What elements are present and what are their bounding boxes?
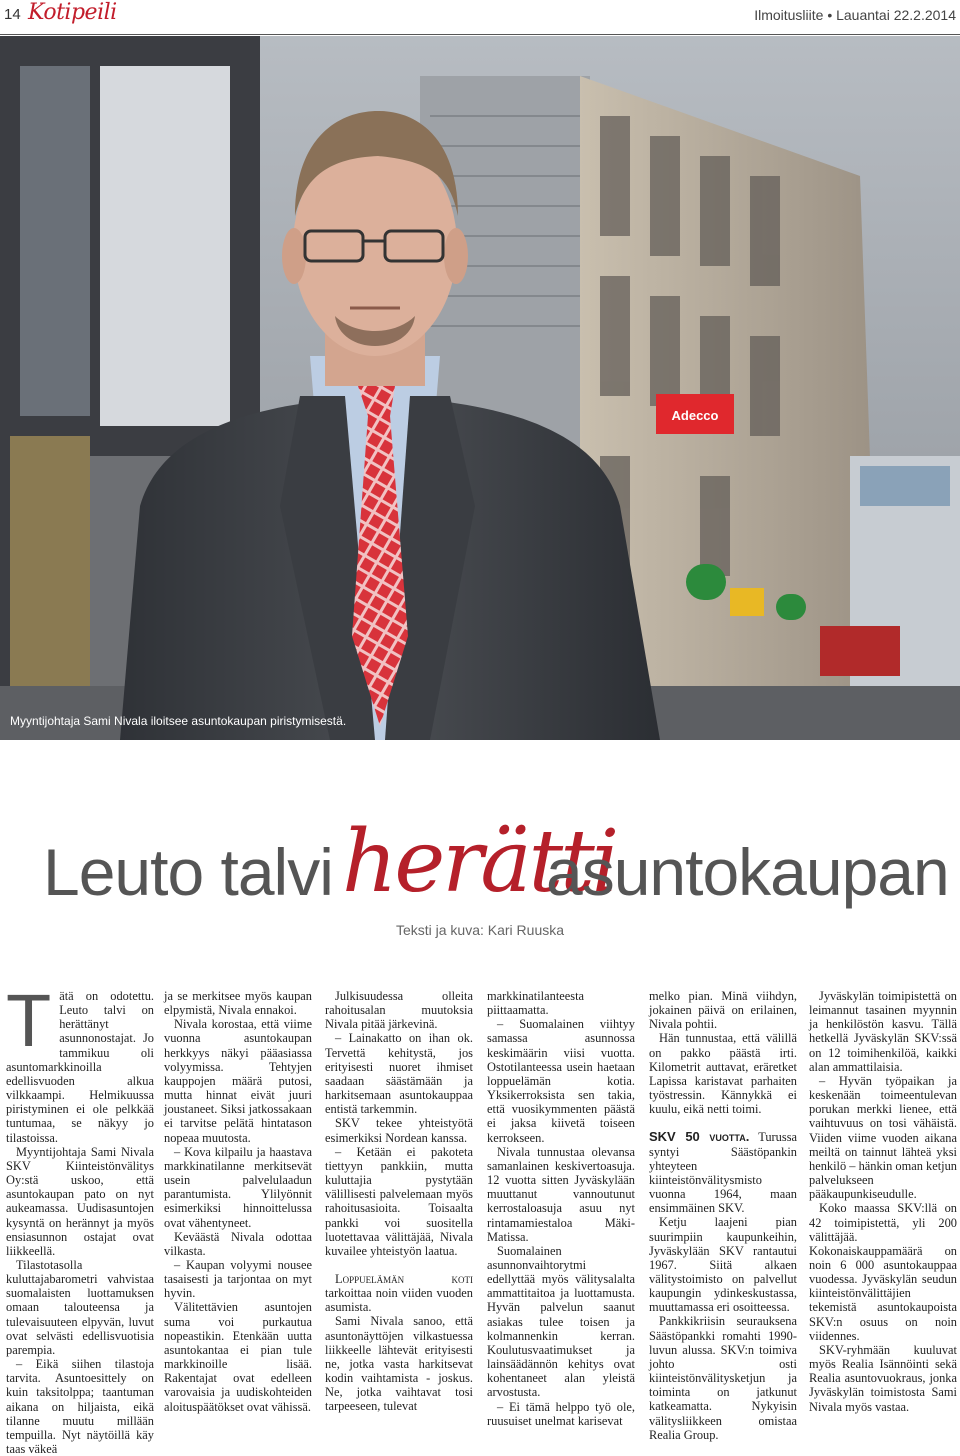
publication-logo: Kotipeili <box>28 0 117 25</box>
paragraph: – Kaupan volyymi nousee tasaisesti ja tarjontaa on myt hyvin. <box>164 1257 312 1301</box>
paragraph: Koko maassa SKV:llä on 42 toimipistettä, yli 200 välittäjää. Kokonaiskauppamäärä on noin 6 000 asuntokauppaa vuodessa. Jyväskylän seudun kiinteistönvälittäjien tekemistä asuntokaupoista SKV:n osuus on noin viidennes. <box>809 1201 957 1343</box>
paragraph: – Lainakatto on ihan ok. Tervettä kehitystä, jos erityisesti nuoret ihmiset saadaan säästämään ja harkitsemaan asuntokauppaa entistä tarkemmin. <box>325 1031 473 1117</box>
paragraph: – Suomalainen viihtyy samassa asunnossa keskimäärin viisi vuotta. Ostotilanteessa usein haetaan loppuelämän kotia. Yksikerroksista sen takia, että vuosikymmenten päästä ei jaksa kiivetä toiseen kerrokseen. <box>487 1017 635 1145</box>
headline-part-2: herätti <box>342 812 617 912</box>
paragraph: Nivala korostaa, että viime vuonna asuntokaupan herkkyys näkyi pääasiassa volyymissa. Tehtyjen kauppojen määrä putosi, mutta hinnat eivät juuri joustaneet. Siksi jatkossakaan ei tarvitse pelätä hintatason nopeaa muutosta. <box>164 1017 312 1145</box>
article-column-2 <box>164 989 312 1414</box>
paragraph: ja se merkitsee myös kaupan elpymistä, Nivala ennakoi. <box>164 989 312 1018</box>
headline <box>0 800 960 910</box>
page-number: 14 <box>4 6 21 23</box>
paragraph: – Eikä siihen tilastoja tarvita. Asuntoesittely on kuin taksitolppa; taantuman aikana on hiljaista, eikä tilanne muutu millään tempuilla. Nyt näytöillä käy taas väkeä <box>6 1357 154 1456</box>
article-column-3 <box>325 989 473 1414</box>
paragraph: – Ei tämä helppo työ ole, ruusuiset unelmat karisevat <box>487 1399 635 1428</box>
paragraph: Ketju laajeni pian suurimpiin kaupunkeihin, Jyväskylään SKV rantautui 1967. Siitä alkaen välitystoimisto on palvellut kaupungin ydinkeskustassa, muuttamassa eri osoitteessa. <box>649 1215 797 1315</box>
paragraph: Sami Nivala sanoo, että asuntonäyttöjen vilkastuessa liikkeelle lähtevät erityisesti ne, jotka vasta harkitsevat kodin vaihtamista - joskus. Ne, jotka vaihtavat tosi tarpeeseen, tulevat <box>325 1314 473 1414</box>
subhead-koti: Loppuelämän koti <box>335 1271 473 1286</box>
paragraph: SKV-ryhmään kuuluvat myös Realia Isännöinti sekä Realia asuntovuokraus, jonka Jyväskylän toimistosta Sami Nivala myös vastaa. <box>809 1342 957 1414</box>
paragraph-text: Turussa syntyi Säästöpankin yhteyteen kiinteistönvälitysmisto vuonna 1964, maan ensimmäinen SKV. <box>649 1130 798 1216</box>
paragraph: – Hyvän työpaikan ja keskenään toimeentulevan porukan merkki lienee, että vaihtuvuus on tosi vähäistä. Viiden viime vuoden aikana meiltä on tainnut lähteä yksi henkilö – hänkin oman ketjun palvelukseen pääkaupunkiseudulle. <box>809 1073 957 1202</box>
paragraph: Välitettävien asuntojen suma voi purkautua nopeastikin. Etenkään uutta asuntokantaa ei pian tule markkinoille lisää. Rakentajat ovat edelleen varovaisia ja uudiskohteiden aloituspäätökset ovat vähissä. <box>164 1300 312 1414</box>
paragraph: SKV tekee yhteistyötä esimerkiksi Nordean kanssa. <box>325 1116 473 1145</box>
subhead-skv: SKV 50 vuotta. <box>649 1129 750 1145</box>
paragraph: Tilastotasolla kuluttajabarometri vahvistaa suomalaisten luottamuksen omaan talouteensa ja tulevaisuuteen elpyvän, luvut ovat selvästi edellisvuotisia parempia. <box>6 1257 154 1357</box>
paragraph-text: tarkoittaa noin viiden vuoden asumista. <box>325 1286 473 1315</box>
header-rule <box>0 34 960 35</box>
byline: Teksti ja kuva: Kari Ruuska <box>395 922 565 938</box>
article-column-5 <box>649 989 797 1442</box>
paragraph: Nivala tunnustaa olevansa samanlainen keskivertoasuja. 12 vuotta sitten Jyväskylään muuttanut vannoutunut kerrostaloasuja asuu nyt rintamamiestaloa Mäki-Matissa. <box>487 1144 635 1244</box>
paragraph: – Kova kilpailu ja haastava markkinatilanne merkitsevät usein palvelulaadun parantumista. Ylilyönnit esimerkiksi hinnoittelussa ovat vähentyneet. <box>164 1144 312 1230</box>
paragraph: Keväästä Nivala odottaa vilkasta. <box>164 1229 312 1258</box>
photo-caption: Myyntijohtaja Sami Nivala iloitsee asuntokaupan piristymisestä. <box>10 714 347 728</box>
drop-cap: T <box>6 979 52 1062</box>
article-column-1 <box>6 979 154 1456</box>
paragraph: Jyväskylän toimipistettä on leimannut tasainen myynnin ja henkilöstön kasvu. Tällä hetkellä Jyväskylän SKV:ssä on 12 toimihenkilöä, kaikki alan ammattilaisia. <box>809 989 957 1074</box>
paragraph: ätä on odotettu. Leuto talvi on herättänyt asunnonostajat. Jo tammikuu oli asuntomarkkinoilla edellisvuoden alkua vilkkaampi. Helmikuussa piristyminen ei ole pelkkää tuntumaa, se näkyy jo tilastoissa. <box>6 989 154 1145</box>
adecco-sign: Adecco <box>671 408 719 423</box>
publication-info: Ilmoitusliite • Lauantai 22.2.2014 <box>754 7 956 23</box>
article-column-6 <box>809 989 957 1414</box>
paragraph: melko pian. Minä viihdyn, jokainen päivä on erilainen, Nivala pohtii. <box>649 989 797 1032</box>
paragraph: – Ketään ei pakoteta tiettyyn pankkiin, mutta kuluttajia pystytään välillisesti palvelemaan myös rahoitusasioita. Toisaalta pankki voi suositella luotettavaa välittäjää, Nivala kuvailee yhteistyön laatua. <box>325 1144 473 1258</box>
paragraph: Hän tunnustaa, että välillä on pakko päästä irti. Kilometrit auttavat, eräretket Lapissa karistavat parhaiten työstressin. Kännykkä ei kuulu, eikä netti toimi. <box>649 1031 797 1117</box>
article-photo <box>0 36 960 740</box>
headline-part-3: asuntokaupan <box>546 835 949 909</box>
article-column-4 <box>487 989 635 1428</box>
paragraph: Suomalainen asunnonvaihtorytmi edellyttää myös välitysalalta ammattitaitoa ja luottamusta. Hyvän palvelun saanut asiakas tulee toisen ja kolmannenkin kerran. Koulutusvaatimukset ja lainsäädännön kehitys ovat kohentaneet alan yleistä arvostusta. <box>487 1243 635 1400</box>
headline-part-1: Leuto talvi <box>43 835 333 909</box>
paragraph: markkinatilanteesta piittaamatta. <box>487 989 585 1018</box>
paragraph: Pankkikriisin seurauksena Säästöpankki romahti 1990-luvun alussa. SKV:n toimiva johto osti kiinteistönvälitysketjun ja toiminta on jatkunut katkeamatta. Nykyisin välitysliikkeen omistaa Realia Group. <box>649 1314 797 1442</box>
page-header <box>0 0 960 34</box>
paragraph: Myyntijohtaja Sami Nivala SKV Kiinteistönvälitys Oy:stä uskoo, että asuntokaupan pato on nyt aukeamassa. Uudisasuntojen kysyntä on herännyt ja myös ensiasunnon ostajat ovat liikkeellä. <box>6 1144 154 1258</box>
paragraph: Julkisuudessa olleita rahoitusalan muutoksia Nivala pitää järkevinä. <box>325 989 473 1032</box>
